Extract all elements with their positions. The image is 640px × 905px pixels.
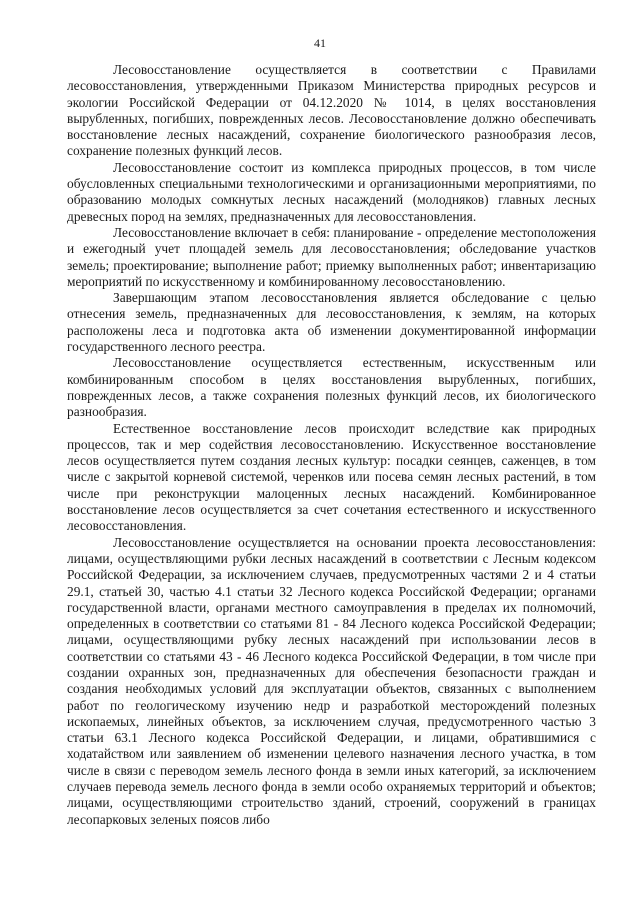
paragraph: Лесовосстановление состоит из комплекса природных процессов, в том числе обусловленных специальными технологическими и организационными мероприятиями, по образованию молодых сомкнутых лесных насаждений (молодняков) главных лесных древесных пород на землях, предназначенных для лесовосстановления. bbox=[67, 159, 596, 224]
paragraph: Лесовосстановление осуществляется в соответствии с Правилами лесовосстановления, утвержденными Приказом Министерства природных ресурсов и экологии Российской Федерации от 04.12.2020 № 1014, в целях восстановления вырубленных, погибших, поврежденных лесов. Лесовосстановление должно обеспечивать восстановление лесных насаждений, сохранение биологического разнообразия лесов, сохранение полезных функций лесов. bbox=[67, 62, 596, 159]
paragraph: Лесовосстановление осуществляется на основании проекта лесовосстановления: лицами, осуществляющими рубки лесных насаждений в соответствии с Лесным кодексом Российской Федерации, за исключением случаев, предусмотренных частями 2 и 4 статьи 29.1, статьей 30, частью 4.1 статьи 32 Лесного кодекса Российской Федерации; органами государственной власти, органами местного самоуправления в пределах их полномочий, определенных в соответствии со статьями 81 - 84 Лесного кодекса Российской Федерации; лицами, осуществляющими рубку лесных насаждений при использовании лесов в соответствии со статьями 43 - 46 Лесного кодекса Российской Федерации, в том числе при создании охранных зон, предназначенных для обеспечения безопасности граждан и создания необходимых условий для эксплуатации объектов, связанных с выполнением работ по геологическому изучению недр и разработкой месторождений полезных ископаемых, линейных объектов, за исключением случая, предусмотренного частью 3 статьи 63.1 Лесного кодекса Российской Федерации, и лицами, обратившимися с ходатайством или заявлением об изменении целевого назначения лесного участка, в том числе в связи с переводом земель лесного фонда в земли иных категорий, за исключением случаев перевода земель лесного фонда в земли особо охраняемых территорий и объектов; лицами, осуществляющими строительство зданий, строений, сооружений в границах лесопарковых зеленых поясов либо bbox=[67, 534, 596, 827]
paragraph: Завершающим этапом лесовосстановления является обследование с целью отнесения земель, предназначенных для лесовосстановления, к землям, на которых расположены леса и подготовка акта об изменении документированной информации государственного лесного реестра. bbox=[67, 290, 596, 355]
page-number: 41 bbox=[314, 36, 326, 50]
paragraph: Естественное восстановление лесов происходит вследствие как природных процессов, так и мер содействия лесовосстановлению. Искусственное восстановление лесов осуществляется путем создания лесных культур: посадки сеянцев, саженцев, в том числе с закрытой корневой системой, черенков или посева семян лесных растений, в том числе при реконструкции малоценных лесных насаждений. Комбинированное восстановление лесов осуществляется за счет сочетания естественного и искусственного лесовосстановления. bbox=[67, 420, 596, 534]
paragraph: Лесовосстановление осуществляется естественным, искусственным или комбинированным способом в целях восстановления вырубленных, погибших, поврежденных лесов, а также сохранения полезных функций лесов, их биологического разнообразия. bbox=[67, 355, 596, 420]
paragraph: Лесовосстановление включает в себя: планирование - определение местоположения и ежегодный учет площадей земель для лесовосстановления; обследование участков земель; проектирование; выполнение работ; приемку выполненных работ; инвентаризацию мероприятий по искусственному и комбинированному лесовосстановлению. bbox=[67, 224, 596, 289]
document-body bbox=[67, 62, 596, 828]
